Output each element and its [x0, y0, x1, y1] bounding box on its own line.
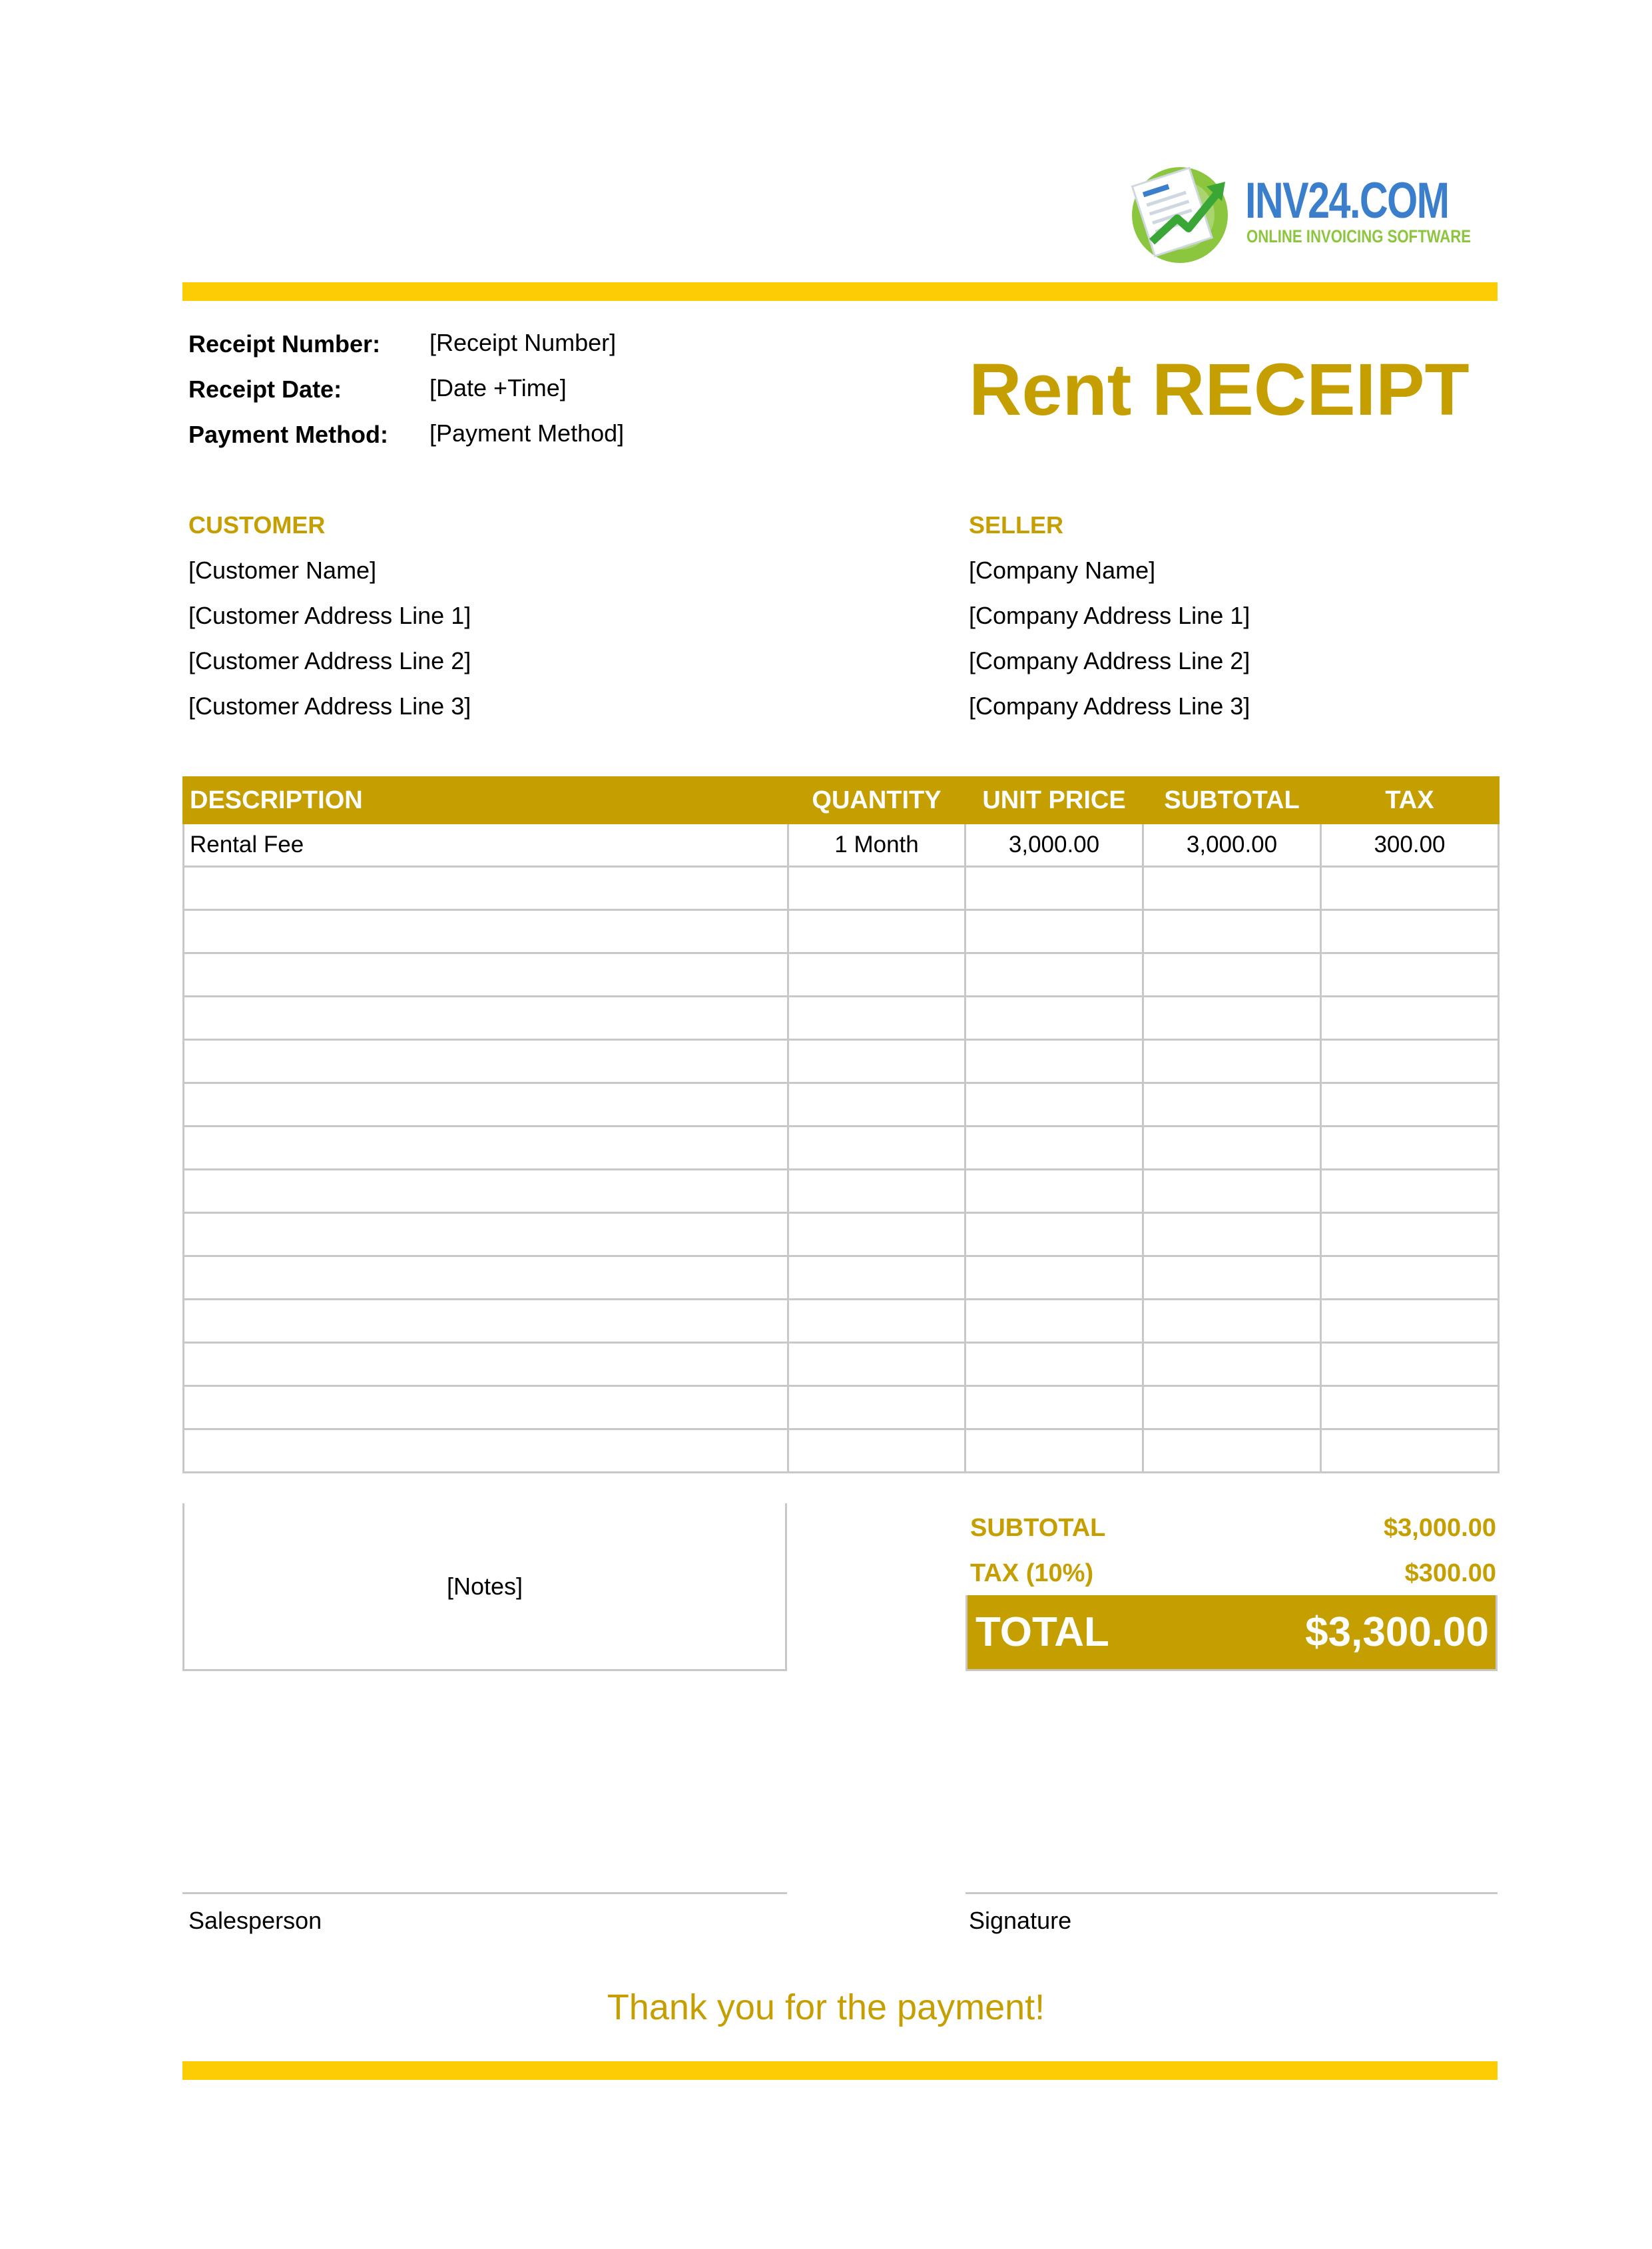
quantity-cell[interactable] — [788, 867, 965, 910]
description-cell[interactable] — [184, 1386, 788, 1429]
quantity-cell[interactable] — [788, 1386, 965, 1429]
tax-cell[interactable] — [1321, 1429, 1499, 1473]
quantity-cell[interactable] — [788, 1170, 965, 1213]
description-cell[interactable] — [184, 997, 788, 1040]
customer-heading: CUSTOMER — [188, 511, 326, 539]
customer-address-line-2: [Customer Address Line 2] — [188, 647, 471, 674]
payment-method-label: Payment Method: — [188, 421, 389, 448]
line-items-table — [182, 776, 1500, 1473]
subtotal-cell[interactable] — [1143, 1429, 1321, 1473]
quantity-cell[interactable] — [788, 1343, 965, 1386]
unit-price-cell[interactable] — [965, 1040, 1143, 1083]
unit-price-cell[interactable] — [965, 1083, 1143, 1126]
notes-text: [Notes] — [446, 1572, 523, 1600]
brand-name: INV24.COM — [1245, 172, 1449, 229]
top-accent-bar — [182, 282, 1498, 301]
table-row — [184, 1343, 1499, 1386]
col-header-tax: TAX — [1321, 778, 1499, 824]
table-row — [184, 997, 1499, 1040]
table-row — [184, 1213, 1499, 1256]
subtotal-cell[interactable] — [1143, 910, 1321, 953]
seller-address-line-2: [Company Address Line 2] — [969, 647, 1250, 674]
subtotal-cell[interactable] — [1143, 1386, 1321, 1429]
payment-method-value: [Payment Method] — [429, 419, 625, 447]
description-cell[interactable] — [184, 1429, 788, 1473]
seller-name: [Company Name] — [969, 557, 1156, 584]
subtotal-cell[interactable]: 3,000.00 — [1143, 824, 1321, 867]
receipt-number-label: Receipt Number: — [188, 330, 381, 358]
col-header-description: DESCRIPTION — [184, 778, 788, 824]
tax-cell[interactable] — [1321, 997, 1499, 1040]
table-row — [184, 1429, 1499, 1473]
table-row — [184, 1300, 1499, 1343]
tax-cell[interactable] — [1321, 1083, 1499, 1126]
table-row — [184, 1083, 1499, 1126]
unit-price-cell[interactable] — [965, 953, 1143, 997]
description-cell[interactable] — [184, 1083, 788, 1126]
quantity-cell[interactable] — [788, 910, 965, 953]
unit-price-cell[interactable] — [965, 1429, 1143, 1473]
subtotal-value: $3,000.00 — [1383, 1514, 1496, 1542]
receipt-date-value: [Date +Time] — [429, 374, 567, 401]
quantity-cell[interactable] — [788, 1126, 965, 1170]
receipt-number-value: [Receipt Number] — [429, 329, 617, 356]
unit-price-cell[interactable] — [965, 867, 1143, 910]
description-cell[interactable] — [184, 910, 788, 953]
tax-cell[interactable] — [1321, 867, 1499, 910]
tax-cell[interactable] — [1321, 1343, 1499, 1386]
quantity-cell[interactable] — [788, 1213, 965, 1256]
unit-price-cell[interactable] — [965, 910, 1143, 953]
total-label: TOTAL — [975, 1609, 1109, 1655]
col-header-quantity: QUANTITY — [788, 778, 965, 824]
unit-price-cell[interactable] — [965, 1386, 1143, 1429]
description-cell[interactable] — [184, 953, 788, 997]
quantity-cell[interactable]: 1 Month — [788, 824, 965, 867]
salesperson-label: Salesperson — [188, 1907, 322, 1934]
subtotal-cell[interactable] — [1143, 997, 1321, 1040]
table-row — [184, 1040, 1499, 1083]
tax-cell[interactable] — [1321, 1213, 1499, 1256]
table-row — [184, 953, 1499, 997]
subtotal-cell[interactable] — [1143, 1040, 1321, 1083]
unit-price-cell[interactable] — [965, 1213, 1143, 1256]
subtotal-cell[interactable] — [1143, 1170, 1321, 1213]
description-cell[interactable] — [184, 1040, 788, 1083]
subtotal-cell[interactable] — [1143, 953, 1321, 997]
total-value: $3,300.00 — [1305, 1609, 1489, 1655]
tax-cell[interactable] — [1321, 1126, 1499, 1170]
tax-value: $300.00 — [1404, 1559, 1496, 1587]
table-row — [184, 824, 1499, 867]
col-header-unit-price: UNIT PRICE — [965, 778, 1143, 824]
subtotal-cell[interactable] — [1143, 1343, 1321, 1386]
table-header-row — [184, 778, 1499, 824]
salesperson-line — [182, 1892, 787, 1894]
quantity-cell[interactable] — [788, 953, 965, 997]
subtotal-label: SUBTOTAL — [970, 1514, 1106, 1542]
description-cell[interactable] — [184, 1213, 788, 1256]
page-title: Rent RECEIPT — [969, 349, 1470, 431]
seller-address-line-3: [Company Address Line 3] — [969, 692, 1250, 720]
company-logo — [1125, 152, 1472, 265]
tax-cell[interactable] — [1321, 1386, 1499, 1429]
brand-tagline: ONLINE INVOICING SOFTWARE — [1246, 226, 1472, 246]
quantity-cell[interactable] — [788, 1300, 965, 1343]
unit-price-cell[interactable] — [965, 1170, 1143, 1213]
subtotal-cell[interactable] — [1143, 1213, 1321, 1256]
unit-price-cell[interactable] — [965, 1343, 1143, 1386]
unit-price-cell[interactable] — [965, 1256, 1143, 1300]
seller-heading: SELLER — [969, 511, 1064, 539]
description-cell[interactable] — [184, 1126, 788, 1170]
customer-address-line-1: [Customer Address Line 1] — [188, 602, 471, 629]
tax-cell[interactable] — [1321, 910, 1499, 953]
table-row — [184, 910, 1499, 953]
subtotal-cell[interactable] — [1143, 1256, 1321, 1300]
receipt-date-label: Receipt Date: — [188, 375, 342, 403]
description-cell[interactable] — [184, 1343, 788, 1386]
description-cell[interactable]: Rental Fee — [184, 824, 788, 867]
description-cell[interactable] — [184, 1256, 788, 1300]
tax-cell[interactable] — [1321, 1256, 1499, 1300]
quantity-cell[interactable] — [788, 1083, 965, 1126]
tax-cell[interactable]: 300.00 — [1321, 824, 1499, 867]
quantity-cell[interactable] — [788, 1040, 965, 1083]
tax-cell[interactable] — [1321, 1170, 1499, 1213]
table-row — [184, 867, 1499, 910]
signature-label: Signature — [969, 1907, 1072, 1934]
description-cell[interactable] — [184, 1300, 788, 1343]
unit-price-cell[interactable] — [965, 1300, 1143, 1343]
subtotal-cell[interactable] — [1143, 1083, 1321, 1126]
table-row — [184, 1386, 1499, 1429]
tax-label: TAX (10%) — [970, 1559, 1094, 1587]
tax-cell[interactable] — [1321, 1300, 1499, 1343]
thank-you-message: Thank you for the payment! — [607, 1987, 1045, 2027]
total-box — [965, 1595, 1498, 1671]
tax-cell[interactable] — [1321, 953, 1499, 997]
subtotal-cell[interactable] — [1143, 867, 1321, 910]
table-row — [184, 1256, 1499, 1300]
col-header-subtotal: SUBTOTAL — [1143, 778, 1321, 824]
unit-price-cell[interactable] — [965, 997, 1143, 1040]
quantity-cell[interactable] — [788, 1256, 965, 1300]
customer-address-line-3: [Customer Address Line 3] — [188, 692, 471, 720]
invoice-chart-icon — [1125, 152, 1239, 265]
unit-price-cell[interactable] — [965, 1126, 1143, 1170]
quantity-cell[interactable] — [788, 997, 965, 1040]
table-row — [184, 1170, 1499, 1213]
description-cell[interactable] — [184, 1170, 788, 1213]
bottom-accent-bar — [182, 2061, 1498, 2080]
customer-name: [Customer Name] — [188, 557, 377, 584]
tax-cell[interactable] — [1321, 1040, 1499, 1083]
table-row — [184, 1126, 1499, 1170]
notes-box[interactable] — [182, 1503, 787, 1671]
description-cell[interactable] — [184, 867, 788, 910]
unit-price-cell[interactable]: 3,000.00 — [965, 824, 1143, 867]
seller-address-line-1: [Company Address Line 1] — [969, 602, 1250, 629]
signature-line — [965, 1892, 1498, 1894]
subtotal-cell[interactable] — [1143, 1126, 1321, 1170]
subtotal-cell[interactable] — [1143, 1300, 1321, 1343]
quantity-cell[interactable] — [788, 1429, 965, 1473]
